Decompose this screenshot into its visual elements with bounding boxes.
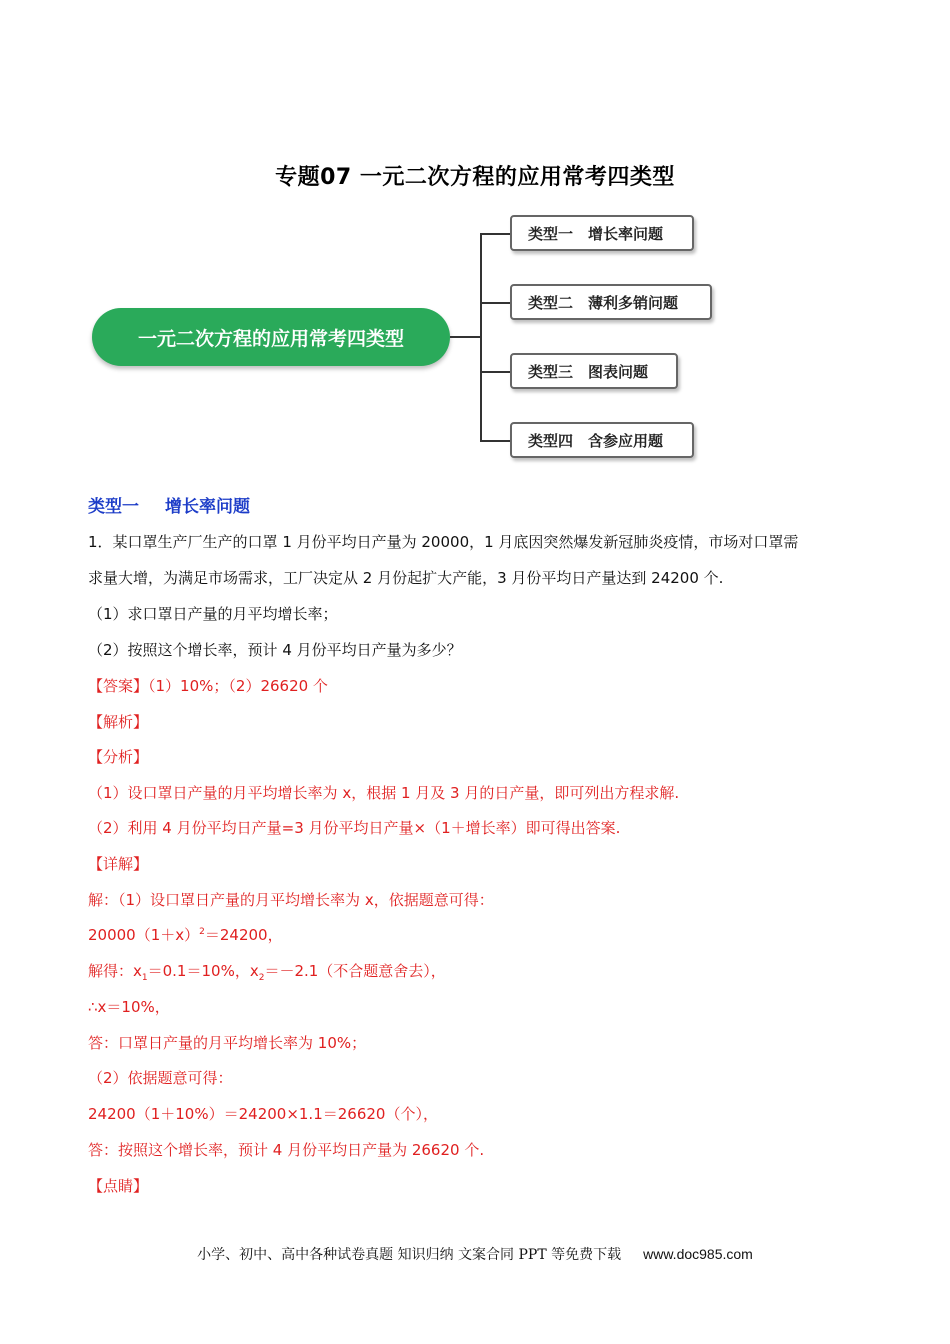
- mind-map-branch-1: 类型一 增长率问题: [510, 215, 694, 251]
- solution-line-5: 答：口罩日产量的月平均增长率为 10%；: [88, 1034, 367, 1052]
- connector-1: [480, 233, 510, 235]
- question-1: （1）求口罩日产量的月平均增长率；: [88, 605, 338, 623]
- roots-part-a: 解得：x: [88, 962, 142, 980]
- section-heading-topic: 增长率问题: [165, 497, 250, 517]
- problem-line-1: 1．某口罩生产厂生产的口罩 1 月份平均日产量为 20000，1 月底因突然爆发新冠肺炎疫情，市场对口罩需: [88, 533, 799, 551]
- solution-line-2: [88, 924, 283, 945]
- answer-tag: 【答案】: [88, 677, 149, 695]
- connector-trunk: [450, 336, 480, 338]
- fenxi-line-2: （2）利用 4 月份平均日产量=3 月份平均日产量×（1＋增长率）即可得出答案.: [88, 819, 621, 837]
- mind-map-branch-3: 类型三 图表问题: [510, 353, 678, 389]
- roots-part-b: ＝0.1＝10%，x: [147, 962, 259, 980]
- root-sub-1: 1: [141, 973, 148, 983]
- comment-tag: 【点睛】: [88, 1177, 149, 1195]
- solution-line-1: 解：（1）设口罩日产量的月平均增长率为 x，依据题意可得：: [88, 891, 494, 909]
- section-heading-type: 类型一: [88, 497, 139, 517]
- equation-exponent: 2: [199, 927, 205, 937]
- analysis-tag: 【解析】: [88, 713, 149, 731]
- solution-line-7: 24200（1＋10%）＝24200×1.1＝26620（个），: [88, 1105, 438, 1123]
- fenxi-line-1: （1）设口罩日产量的月平均增长率为 x，根据 1 月及 3 月的日产量，即可列出方程求解.: [88, 784, 680, 802]
- detail-tag: 【详解】: [88, 855, 149, 873]
- solution-line-3: [88, 960, 446, 983]
- mind-map-root: 一元二次方程的应用常考四类型: [92, 308, 450, 366]
- section-heading: [88, 492, 250, 517]
- equation-right: ＝24200，: [204, 926, 283, 944]
- footer-url[interactable]: www.doc985.com: [643, 1246, 753, 1262]
- mind-map-branch-4: 类型四 含参应用题: [510, 422, 694, 458]
- answer-text: （1）10%；（2）26620 个: [148, 677, 328, 695]
- connector-3: [480, 371, 510, 373]
- connector-2: [480, 302, 510, 304]
- roots-part-c: ＝－2.1（不合题意舍去），: [264, 962, 446, 980]
- question-2: （2）按照这个增长率，预计 4 月份平均日产量为多少？: [88, 641, 462, 659]
- problem-line-2: 求量大增，为满足市场需求，工厂决定从 2 月份起扩大产能，3 月份平均日产量达到 24200 个.: [88, 569, 724, 587]
- fenxi-tag: 【分析】: [88, 748, 149, 766]
- page-footer: [0, 1244, 950, 1264]
- connector-4: [480, 440, 510, 442]
- mind-map-diagram: [88, 208, 728, 468]
- equation-left: 20000（1＋x）: [88, 926, 200, 944]
- answer-line: [88, 675, 328, 696]
- solution-line-6: （2）依据题意可得：: [88, 1069, 233, 1087]
- mind-map-branch-2: 类型二 薄利多销问题: [510, 284, 712, 320]
- solution-line-8: 答：按照这个增长率，预计 4 月份平均日产量为 26620 个.: [88, 1141, 485, 1159]
- page-title: 专题07 一元二次方程的应用常考四类型: [275, 165, 675, 190]
- root-sub-2: 2: [258, 973, 265, 983]
- connector-spine: [480, 233, 482, 441]
- footer-text: 小学、初中、高中各种试卷真题 知识归纳 文案合同 PPT 等免费下载: [197, 1247, 622, 1263]
- solution-line-4: ∴x＝10%，: [88, 998, 170, 1016]
